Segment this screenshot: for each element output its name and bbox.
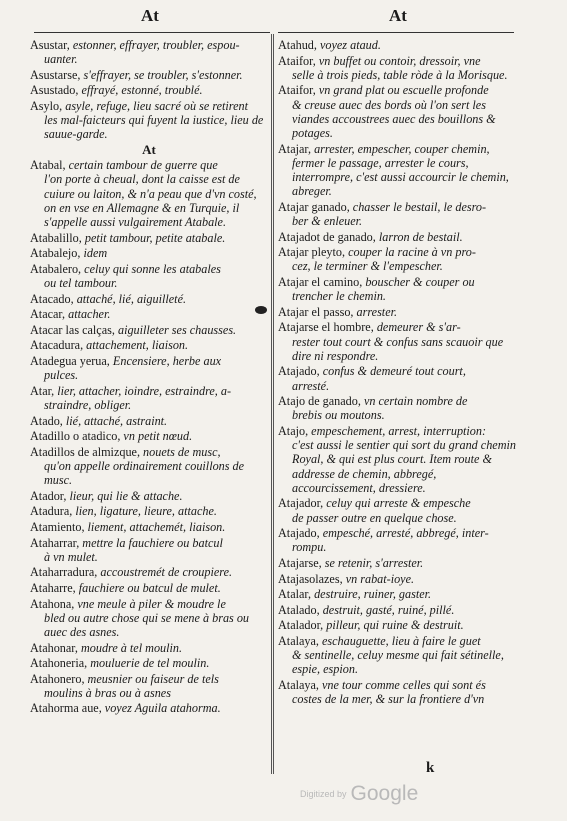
entry-continuation: brebis ou moutons. <box>292 408 385 423</box>
entry-definition: vn certain nombre de <box>360 394 468 409</box>
entry-definition: attachement, liaison. <box>83 338 189 353</box>
dictionary-entry <box>30 656 268 670</box>
entry-headword: Atahud, <box>278 38 317 52</box>
dictionary-entry <box>30 354 268 382</box>
entry-definition: certain tambour de guerre que <box>65 158 218 173</box>
google-logo: Google <box>350 782 419 805</box>
dictionary-entry <box>30 445 268 488</box>
entry-definition: meusnier ou faiseur de tels <box>84 671 219 686</box>
dictionary-entry <box>278 587 518 601</box>
entry-definition: lié, attaché, astraint. <box>62 413 168 428</box>
dictionary-entry <box>278 275 518 303</box>
dictionary-entry <box>30 489 268 503</box>
entry-headword: Atacado, <box>30 291 74 306</box>
dictionary-entry <box>278 38 518 52</box>
entry-headword: Atalaya, <box>278 677 319 692</box>
dictionary-entry <box>30 597 268 640</box>
dictionary-entry <box>30 672 268 700</box>
entry-headword: Atacadura, <box>30 338 84 353</box>
entry-headword: Asustado, <box>30 83 79 98</box>
entry-headword: Atalaya, <box>278 633 319 648</box>
entry-continuation: rompu. <box>292 540 327 555</box>
entry-continuation: uanter. <box>44 52 78 67</box>
dictionary-entry <box>278 618 518 632</box>
dictionary-entry <box>30 520 268 534</box>
dictionary-entry <box>30 384 268 412</box>
entry-continuation: bled ou autre chose qui se mene à bras ou auec des asnes. <box>44 610 250 639</box>
dictionary-entry <box>30 158 268 229</box>
entry-definition: liement, attachemét, liaison. <box>84 519 226 534</box>
entry-definition: demeurer & s'ar- <box>373 320 461 335</box>
entry-headword: Atahonar, <box>30 640 78 655</box>
entry-definition: chasser le bestail, le desro- <box>349 199 487 214</box>
entry-headword: Atalado, <box>278 602 320 617</box>
entry-headword: Atacar, <box>30 307 66 322</box>
entry-definition: attaché, lié, aiguilleté. <box>73 291 187 306</box>
entry-headword: Atajar el camino, <box>278 274 363 289</box>
entry-definition: larron de bestail. <box>375 229 463 244</box>
entry-continuation: qu'on appelle ordinairement couillons de musc. <box>44 458 245 488</box>
entry-definition: lien, ligature, lieure, attache. <box>72 504 217 519</box>
entry-definition: empesché, arresté, abbregé, inter- <box>319 526 489 541</box>
entry-headword: Atahoneria, <box>30 656 88 671</box>
header-rule-right <box>278 32 514 33</box>
section-subhead: At <box>142 141 156 157</box>
dictionary-entry <box>30 701 268 715</box>
entry-headword: Atador, <box>30 488 67 503</box>
dictionary-entry <box>278 54 518 82</box>
entry-headword: Atar, <box>30 383 55 398</box>
entry-continuation: & creuse auec des bords où l'on sert les viandes accoustrees auec des bouillons & potages. <box>292 97 496 140</box>
entry-definition: arrester. <box>353 304 398 319</box>
entry-definition: s'effrayer, se troubler, s'estonner. <box>80 67 243 82</box>
entry-continuation: pulces. <box>44 368 79 383</box>
entry-definition: effrayé, estonné, troublé. <box>78 83 203 98</box>
entry-headword: Atadillo o atadico, <box>30 429 121 444</box>
entry-headword: Atajar ganado, <box>278 199 350 214</box>
dictionary-entry <box>30 68 268 82</box>
dictionary-entry <box>278 603 518 617</box>
dictionary-entry <box>30 83 268 97</box>
entry-headword: Atahona, <box>30 596 75 611</box>
dictionary-entry <box>278 245 518 273</box>
entry-continuation: & sentinelle, celuy mesme qui fait sétinelle, espie, espion. <box>292 648 504 677</box>
entry-continuation: fermer le passage, arrester le cours, interrompre, c'est aussi accourcir le chemin, abreger. <box>292 155 509 199</box>
dictionary-entry <box>30 338 268 352</box>
entry-headword: Asustarse, <box>30 67 81 82</box>
entry-continuation: de passer outre en quelque chose. <box>292 510 457 525</box>
entry-definition: Encensiere, herbe aux <box>109 353 222 368</box>
entry-continuation: trencher le chemin. <box>292 289 386 304</box>
entry-headword: Atadura, <box>30 504 73 519</box>
entry-definition: aiguilleter ses chausses. <box>114 322 237 337</box>
dictionary-entry <box>30 504 268 518</box>
entry-definition: asyle, refuge, lieu sacré où se retirent <box>62 98 248 113</box>
dictionary-entry <box>278 526 518 554</box>
entry-definition: celuy qui arreste & empesche <box>323 496 471 511</box>
entry-definition: vne tour comme celles qui sont és <box>318 677 486 692</box>
entry-headword: Atajar, <box>278 141 312 156</box>
entry-headword: Ataharre, <box>30 580 76 595</box>
dictionary-entry <box>30 641 268 655</box>
dictionary-entry <box>30 99 268 142</box>
entry-definition: destruit, gasté, ruiné, pillé. <box>319 602 455 617</box>
entry-headword: Atajadot de ganado, <box>278 229 376 244</box>
entry-headword: Atajarse el hombre, <box>278 320 374 335</box>
right-column <box>278 38 518 708</box>
entry-headword: Ataharradura, <box>30 565 98 580</box>
dictionary-entry <box>278 200 518 228</box>
entry-headword: Atajarse, <box>278 555 322 570</box>
dictionary-entry <box>30 414 268 428</box>
entry-definition: vn rabat-ioye. <box>342 571 415 586</box>
entry-definition: moudre à tel moulin. <box>77 640 183 655</box>
dictionary-entry <box>30 307 268 321</box>
entry-definition: idem <box>80 246 108 261</box>
entry-headword: Atabal, <box>30 158 66 173</box>
entry-definition: pilleur, qui ruine & destruit. <box>323 618 464 633</box>
entry-definition: voyez Aguila atahorma. <box>101 701 221 716</box>
entry-headword: Atajador, <box>278 496 324 511</box>
entry-continuation: les mal-faicteurs qui fuyent la iustice, lieu de sauue-garde. <box>44 113 264 142</box>
entry-continuation: cez, le terminer & l'empescher. <box>292 259 443 274</box>
entry-headword: Atajasolazes, <box>278 571 343 586</box>
entry-definition: vn grand plat ou escuelle profonde <box>315 83 489 98</box>
running-head-right: At <box>389 6 407 25</box>
dictionary-entry <box>278 678 518 706</box>
dictionary-entry <box>30 581 268 595</box>
dictionary-entry <box>278 424 518 495</box>
entry-headword: Atamiento, <box>30 519 85 534</box>
entry-definition: vn buffet ou contoir, dressoir, vne <box>315 53 481 68</box>
entry-definition: attacher. <box>65 307 111 322</box>
entry-headword: Atalador, <box>278 618 324 633</box>
entry-definition: lieur, qui lie & attache. <box>66 488 183 503</box>
dictionary-entry <box>30 565 268 579</box>
dictionary-entry <box>30 246 268 260</box>
entry-headword: Atajo de ganado, <box>278 394 361 409</box>
entry-definition: eschauguette, lieu à faire le guet <box>318 633 481 648</box>
catchword: k <box>426 760 435 776</box>
entry-definition: lier, attacher, ioindre, estraindre, a- <box>54 383 232 398</box>
entry-headword: Atajar el passo, <box>278 304 354 319</box>
dictionary-entry <box>278 634 518 677</box>
entry-definition: se retenir, s'arrester. <box>321 555 424 570</box>
entry-definition: voyez ataud. <box>316 38 381 52</box>
dictionary-entry <box>278 572 518 586</box>
dictionary-entry <box>30 38 268 66</box>
entry-headword: Ataifor, <box>278 83 316 98</box>
entry-definition: destruire, ruiner, gaster. <box>311 587 432 602</box>
column-divider <box>271 34 274 774</box>
entry-definition: mettre la fauchiere ou batcul <box>79 535 223 550</box>
entry-definition: mouluerie de tel moulin. <box>87 656 210 671</box>
dictionary-entry <box>278 305 518 319</box>
entry-continuation: costes de la mer, & sur la frontiere d'vn <box>292 692 485 707</box>
entry-continuation: à vn mulet. <box>44 549 98 564</box>
dictionary-entry <box>30 231 268 245</box>
entry-continuation: rester tout court & confus sans scauoir que dire ni respondre. <box>292 334 504 363</box>
entry-headword: Atajar pleyto, <box>278 245 346 260</box>
running-head-left: At <box>141 6 159 25</box>
entry-headword: Atalar, <box>278 587 312 602</box>
dictionary-entry <box>278 320 518 363</box>
entry-definition: empeschement, arrest, interruption: <box>308 423 487 438</box>
entry-continuation: l'on porte à cheual, dont la caisse est de cuiure ou laiton, & n'a peau que d'vn costé, on en vse en Allemagne & en Turquie, il s'appelle aussi vulgairement Atabale. <box>44 172 257 229</box>
entry-definition: nouets de musc, <box>140 444 221 459</box>
entry-definition: fauchiere ou batcul de mulet. <box>75 580 221 595</box>
entry-definition: vne meule à piler & moudre le <box>74 596 226 611</box>
entry-continuation: ou tel tambour. <box>44 275 118 290</box>
entry-headword: Atado, <box>30 413 63 428</box>
entry-headword: Atajado, <box>278 364 320 379</box>
digitized-prefix: Digitized by <box>300 789 347 799</box>
entry-definition: accoustremét de croupiere. <box>97 565 233 580</box>
entry-headword: Atabalejo, <box>30 246 81 261</box>
entry-headword: Atadillos de almizque, <box>30 444 140 459</box>
left-column <box>30 38 268 717</box>
entry-definition: petit tambour, petite atabale. <box>81 230 226 245</box>
entry-continuation: arresté. <box>292 378 330 393</box>
dictionary-entry <box>30 323 268 337</box>
dictionary-entry <box>278 142 518 199</box>
dictionary-entry <box>278 364 518 392</box>
entry-definition: couper la racine à vn pro- <box>345 245 476 260</box>
dictionary-entry <box>278 556 518 570</box>
entry-headword: Asustar, <box>30 38 70 52</box>
entry-headword: Atahorma aue, <box>30 701 102 716</box>
dictionary-entry <box>278 496 518 524</box>
header-rule-left <box>34 32 270 33</box>
entry-headword: Atacar las calças, <box>30 322 115 337</box>
entry-headword: Ataifor, <box>278 53 316 68</box>
entry-definition: celuy qui sonne les atabales <box>81 261 221 276</box>
entry-continuation: ber & enleuer. <box>292 214 363 228</box>
dictionary-entry <box>30 292 268 306</box>
dictionary-entry <box>278 83 518 140</box>
entry-definition: arrester, empescher, couper chemin, <box>311 141 490 156</box>
entry-headword: Atabalero, <box>30 261 82 276</box>
digitized-stamp <box>300 782 460 806</box>
dictionary-entry <box>30 536 268 564</box>
entry-headword: Atajo, <box>278 423 309 438</box>
dictionary-entry <box>30 262 268 290</box>
entry-definition: confus & demeuré tout court, <box>319 364 466 379</box>
entry-headword: Asylo, <box>30 98 63 113</box>
dictionary-entry <box>278 230 518 244</box>
entry-definition: vn petit nœud. <box>120 429 193 444</box>
entry-headword: Atabalillo, <box>30 230 82 245</box>
entry-continuation: moulins à bras ou à asnes <box>44 685 171 700</box>
entry-continuation: selle à trois pieds, table ròde à la Morisque. <box>292 67 508 82</box>
entry-headword: Atadegua yerua, <box>30 353 110 368</box>
entry-definition: estonner, effrayer, troubler, espou- <box>69 38 240 52</box>
entry-definition: bouscher & couper ou <box>362 274 475 289</box>
dictionary-entry <box>278 394 518 422</box>
entry-headword: Ataharrar, <box>30 535 80 550</box>
entry-headword: Atajado, <box>278 526 320 541</box>
entry-continuation: straindre, obliger. <box>44 397 132 412</box>
entry-continuation: c'est aussi le sentier qui sort du grand chemin Royal, & qui est plus court. Item route & addresse de chemin, abbregé, accourcissement, dressiere. <box>292 438 516 495</box>
dictionary-entry <box>30 429 268 443</box>
entry-headword: Atahonero, <box>30 671 85 686</box>
